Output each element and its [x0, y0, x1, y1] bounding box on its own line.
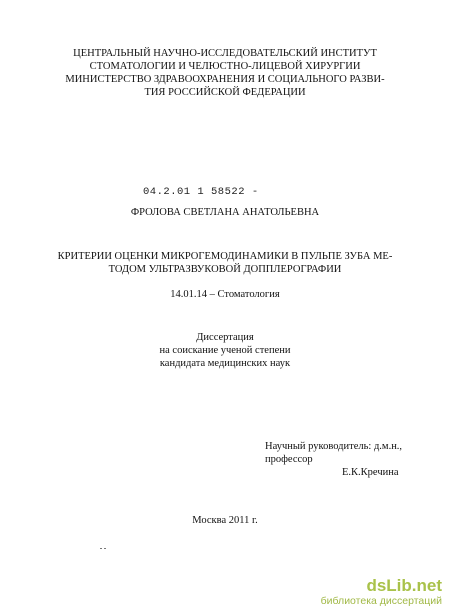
supervisor-name: Е.К.Кречина	[342, 467, 399, 478]
institute-line-4: ТИЯ РОССИЙСКОЙ ФЕДЕРАЦИИ	[144, 87, 306, 98]
degree-statement	[0, 331, 450, 370]
scan-speck	[104, 548, 106, 549]
site-watermark	[321, 576, 442, 607]
supervisor-label: Научный руководитель: д.м.н., профессор	[265, 441, 403, 465]
dissertation-title	[0, 250, 450, 276]
degree-line-2: на соискание ученой степени	[159, 345, 291, 356]
watermark-logo: dsLib.net	[366, 576, 442, 595]
institute-line-1: ЦЕНТРАЛЬНЫЙ НАУЧНО-ИССЛЕДОВАТЕЛЬСКИЙ ИНСТИТУТ	[73, 48, 377, 59]
city-year: Москва 2011 г.	[192, 515, 258, 526]
watermark-tagline: библиотека диссертаций	[320, 595, 442, 607]
institute-header	[0, 47, 450, 99]
institute-line-3: МИНИСТЕРСТВО ЗДРАВООХРАНЕНИЯ И СОЦИАЛЬНОГО РАЗВИ-	[65, 74, 385, 85]
title-line-1: КРИТЕРИИ ОЦЕНКИ МИКРОГЕМОДИНАМИКИ В ПУЛЬПЕ ЗУБА МЕ-	[57, 251, 393, 262]
author-name: ФРОЛОВА СВЕТЛАНА АНАТОЛЬЕВНА	[130, 207, 320, 218]
institute-line-2: СТОМАТОЛОГИИ И ЧЕЛЮСТНО-ЛИЦЕВОЙ ХИРУРГИИ	[89, 61, 361, 72]
specialty-code: 14.01.14 – Стоматология	[170, 289, 280, 300]
degree-line-1: Диссертация	[196, 332, 254, 343]
scan-speck	[100, 548, 102, 549]
degree-line-3: кандидата медицинских наук	[159, 358, 291, 369]
supervisor-block	[265, 440, 445, 479]
archive-stamp-number: 04.2.01 1 58522 -	[143, 186, 259, 198]
title-line-2: ТОДОМ УЛЬТРАЗВУКОВОЙ ДОППЛЕРОГРАФИИ	[108, 264, 342, 275]
